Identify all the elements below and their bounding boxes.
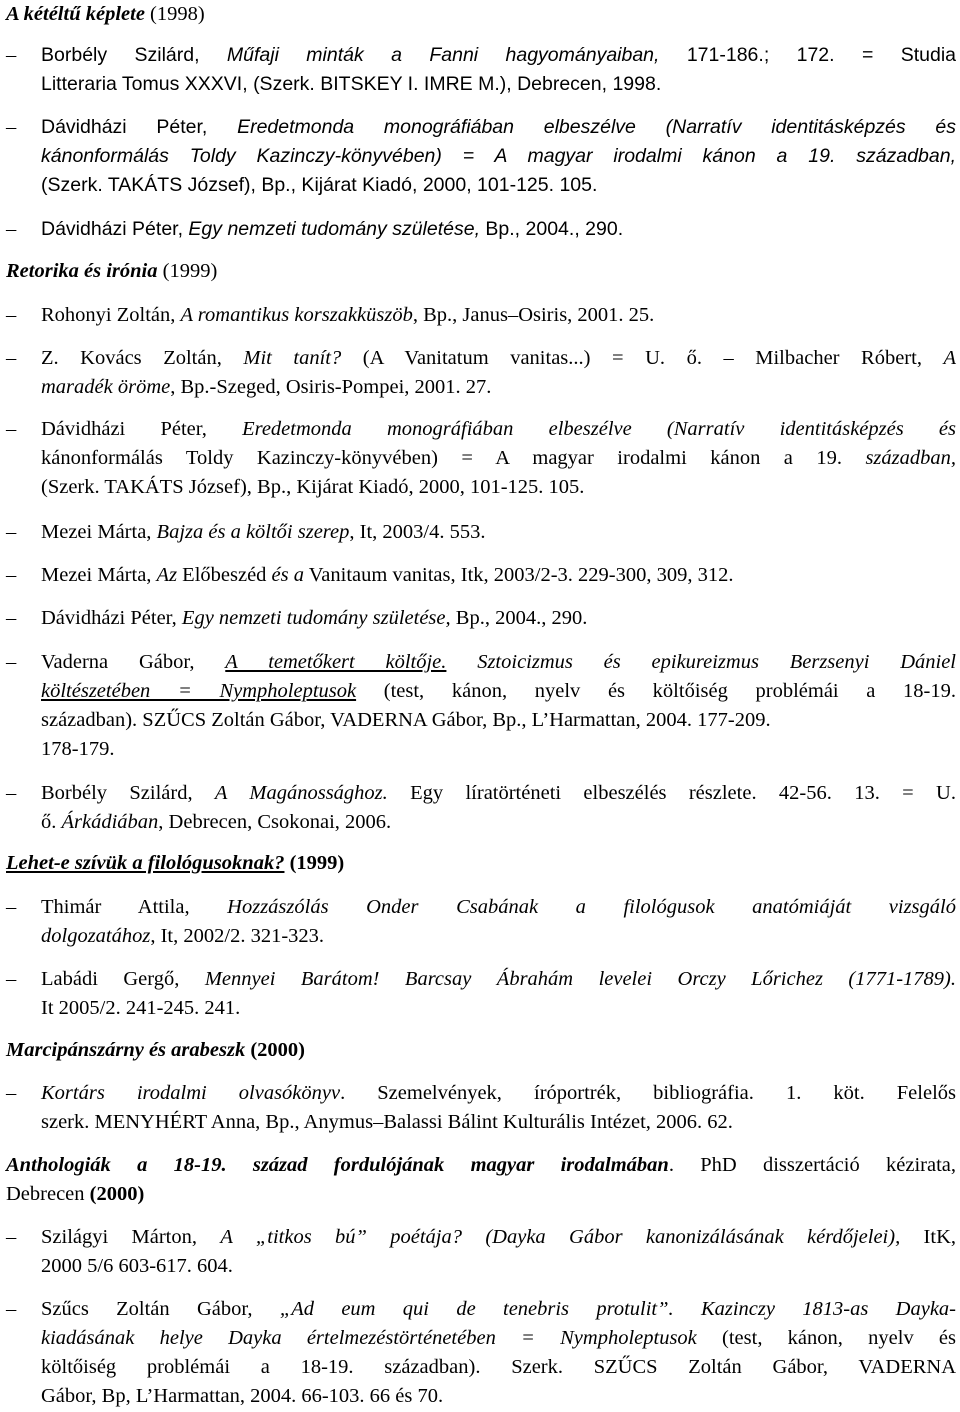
section-title: A kétéltű képlete [6, 3, 145, 25]
bibliography-entry: – Z. Kovács Zoltán, Mit tanít? (A Vanitatum vanitas...) = U. ő. – Milbacher Róbert, A maradék öröme, Bp.-Szeged, Osiris-Pompei, 2001. 27. [6, 344, 956, 402]
section-title: Anthologiák a 18-19. század fordulójának magyar irodalmában [6, 1154, 669, 1176]
section-year: (2000) [250, 1039, 305, 1061]
section-title: Lehet-e szívük a filológusoknak? [6, 852, 285, 874]
dash-bullet: – [6, 521, 17, 543]
dash-bullet: – [6, 116, 17, 138]
section-heading [6, 0, 956, 29]
dash-bullet: – [6, 782, 17, 804]
section-title: Retorika és irónia [6, 260, 158, 282]
bibliography-entry: – Dávidházi Péter, Eredetmonda monográfiában elbeszélve (Narratív identitásképzés és kánonformálás Toldy Kazinczy-könyvében) = A magyar irodalmi kánon a 19. században, (Szerk. TAKÁTS József), Bp., Kijárat Kiadó, 2000, 101-125. 105. [6, 113, 956, 200]
dash-bullet: – [6, 564, 17, 586]
dash-bullet: – [6, 896, 17, 918]
bibliography-entry: – Thimár Attila, Hozzászólás Onder Csabának a filológusok anatómiáját vizsgáló dolgozatához, It, 2002/2. 321-323. [6, 893, 956, 951]
section-year: (1999) [162, 260, 218, 282]
section-heading [6, 849, 956, 878]
dash-bullet: – [6, 418, 17, 440]
bibliography-entry: – Szűcs Zoltán Gábor, „Ad eum qui de tenebris protulit”. Kazinczy 1813-as Dayka- kiadásának helye Dayka értelmezéstörténetében = Nympholeptusok (test, kánon, nyelv és költőiség problémái a 18-19. században). Szerk. SZŰCS Zoltán Gábor, VADERNA Gábor, Bp, L’Harmattan, 2004. 66-103. 66 és 70. [6, 1295, 956, 1411]
bibliography-entry: – Mezei Márta, Az Előbeszéd és a Vanitaum vanitas, Itk, 2003/2-3. 229-300, 309, 312. [6, 561, 956, 590]
bibliography-entry: – Rohonyi Zoltán, A romantikus korszakküszöb, Bp., Janus–Osiris, 2001. 25. [6, 301, 956, 330]
dash-bullet: – [6, 347, 17, 369]
section-heading [6, 257, 956, 286]
section-heading: Anthologiák a 18-19. század fordulójának magyar irodalmában. PhD disszertáció kézirata, Debrecen (2000) [6, 1154, 956, 1205]
bibliography-entry: – Kortárs irodalmi olvasókönyv. Szemelvények, íróportrék, bibliográfia. 1. köt. Felelős szerk. MENYHÉRT Anna, Bp., Anymus–Balassi Bálint Kulturális Intézet, 2006. 62. [6, 1079, 956, 1137]
dash-bullet: – [6, 968, 17, 990]
section-heading [6, 1036, 956, 1065]
bibliography-entry: – Borbély Szilárd, Műfaji minták a Fanni hagyományaiban, 171-186.; 172. = Studia Litteraria Tomus XXXVI, (Szerk. BITSKEY I. IMRE M.), Debrecen, 1998. [6, 41, 956, 99]
bibliography-entry: – Borbély Szilárd, A Magánossághoz. Egy líratörténeti elbeszélés részlete. 42-56. 13. = U. ő. Árkádiában, Debrecen, Csokonai, 2006. [6, 779, 956, 837]
bibliography-entry: – Mezei Márta, Bajza és a költői szerep, It, 2003/4. 553. [6, 518, 956, 547]
dash-bullet: – [6, 44, 17, 66]
dash-bullet: – [6, 1082, 17, 1104]
bibliography-entry: – Szilágyi Márton, A „titkos bú” poétája? (Dayka Gábor kanonizálásának kérdőjelei), ItK, 2000 5/6 603-617. 604. [6, 1223, 956, 1281]
section-title: Marcipánszárny és arabeszk [6, 1039, 246, 1061]
dash-bullet: – [6, 607, 17, 629]
dash-bullet: – [6, 218, 17, 240]
section-year: (2000) [89, 1183, 145, 1205]
bibliography-entry: – Dávidházi Péter, Egy nemzeti tudomány születése, Bp., 2004., 290. [6, 215, 956, 244]
dash-bullet: – [6, 1298, 17, 1320]
dash-bullet: – [6, 304, 17, 326]
dash-bullet: – [6, 1226, 17, 1248]
dash-bullet: – [6, 651, 17, 673]
section-year: (1998) [150, 3, 205, 25]
section-year: (1999) [289, 852, 345, 874]
bibliography-entry: – Dávidházi Péter, Egy nemzeti tudomány születése, Bp., 2004., 290. [6, 604, 956, 633]
bibliography-entry: – Labádi Gergő, Mennyei Barátom! Barcsay Ábrahám levelei Orczy Lőrichez (1771-1789). It 2005/2. 241-245. 241. [6, 965, 956, 1023]
bibliography-entry: – Vaderna Gábor, A temetőkert költője. Sztoicizmus és epikureizmus Berzsenyi Dániel költészetében = Nympholeptusok (test, kánon, nyelv és költőiség problémái a 18-19. században). SZŰCS Zoltán Gábor, VADERNA Gábor, Bp., L’Harmattan, 2004. 177-209. 178-179. [6, 648, 956, 764]
bibliography-entry: – Dávidházi Péter, Eredetmonda monográfiában elbeszélve (Narratív identitásképzés és kánonformálás Toldy Kazinczy-könyvében) = A magyar irodalmi kánon a 19. században, (Szerk. TAKÁTS József), Bp., Kijárat Kiadó, 2000, 101-125. 105. [6, 415, 956, 502]
